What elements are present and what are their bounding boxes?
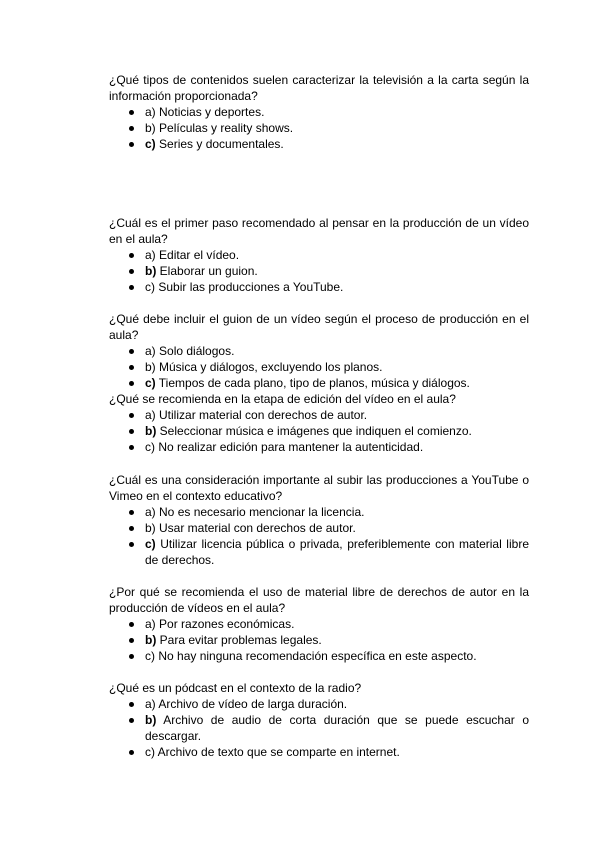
option-text: Para evitar problemas legales.: [159, 633, 322, 647]
option-item: [109, 536, 529, 568]
option-text: Editar el vídeo.: [159, 248, 240, 262]
option-letter: a): [145, 617, 156, 631]
option-item: [109, 375, 529, 391]
option-letter: b): [145, 713, 157, 727]
option-letter: a): [145, 248, 156, 262]
option-item: [109, 712, 529, 744]
option-text: Noticias y deportes.: [159, 105, 265, 119]
option-item: [109, 359, 529, 375]
option-list: [109, 343, 529, 391]
question-text: ¿Por qué se recomienda el uso de material libre de derechos de autor en la producción de vídeos en el aula?: [109, 585, 529, 615]
option-letter: b): [145, 264, 157, 278]
option-item: [109, 696, 529, 712]
option-text: Tiempos de cada plano, tipo de planos, música y diálogos.: [158, 376, 470, 390]
option-text: Solo diálogos.: [159, 344, 235, 358]
option-letter: b): [145, 360, 156, 374]
option-letter: a): [145, 697, 156, 711]
option-item: [109, 407, 529, 423]
option-letter: c): [145, 745, 155, 759]
option-text: Utilizar material con derechos de autor.: [159, 408, 368, 422]
option-text: Archivo de audio de corta duración que se puede escuchar o descargar.: [145, 713, 529, 743]
option-letter: a): [145, 505, 156, 519]
option-text: Series y documentales.: [159, 137, 284, 151]
option-item: [109, 343, 529, 359]
option-item: [109, 616, 529, 632]
question-text: ¿Cuál es una consideración importante al subir las producciones a YouTube o Vimeo en el contexto educativo?: [109, 473, 529, 503]
option-text: Archivo de texto que se comparte en internet.: [157, 745, 400, 759]
question-text: ¿Cuál es el primer paso recomendado al pensar en la producción de un vídeo en el aula?: [109, 216, 529, 246]
option-text: Seleccionar música e imágenes que indiquen el comienzo.: [159, 424, 472, 438]
option-text: Archivo de vídeo de larga duración.: [158, 697, 348, 711]
option-text: Usar material con derechos de autor.: [159, 521, 356, 535]
option-letter: c): [145, 440, 155, 454]
option-text: Subir las producciones a YouTube.: [158, 280, 344, 294]
option-letter: a): [145, 105, 156, 119]
option-letter: b): [145, 521, 156, 535]
option-text: Por razones económicas.: [159, 617, 295, 631]
option-text: Música y diálogos, excluyendo los planos.: [159, 360, 383, 374]
option-item: [109, 520, 529, 536]
option-item: [109, 423, 529, 439]
option-letter: a): [145, 408, 156, 422]
question-text: ¿Qué debe incluir el guion de un vídeo según el proceso de producción en el aula?: [109, 312, 529, 342]
option-letter: b): [145, 424, 157, 438]
option-list: [109, 696, 529, 760]
option-item: [109, 648, 529, 664]
question-text: ¿Qué se recomienda en la etapa de edición del vídeo en el aula?: [109, 392, 456, 406]
option-letter: c): [145, 537, 156, 551]
option-text: Películas y reality shows.: [159, 121, 294, 135]
option-letter: b): [145, 121, 156, 135]
option-text: No es necesario mencionar la licencia.: [159, 505, 365, 519]
question-text: ¿Qué tipos de contenidos suelen caracterizar la televisión a la carta según la información proporcionada?: [109, 73, 529, 103]
option-text: Utilizar licencia pública o privada, preferiblemente con material libre de derechos.: [145, 537, 529, 567]
option-letter: c): [145, 649, 155, 663]
option-item: [109, 504, 529, 520]
option-letter: a): [145, 344, 156, 358]
option-list: [109, 104, 529, 152]
option-item: [109, 263, 529, 279]
option-text: Elaborar un guion.: [159, 264, 258, 278]
option-text: No hay ninguna recomendación específica en este aspecto.: [158, 649, 477, 663]
option-item: [109, 120, 529, 136]
option-item: [109, 744, 529, 760]
option-item: [109, 136, 529, 152]
option-item: [109, 439, 529, 455]
option-item: [109, 104, 529, 120]
option-item: [109, 247, 529, 263]
option-letter: c): [145, 280, 155, 294]
option-letter: b): [145, 633, 157, 647]
option-letter: c): [145, 376, 156, 390]
option-list: [109, 407, 529, 455]
question-text: ¿Qué es un pódcast en el contexto de la radio?: [109, 681, 362, 695]
option-text: No realizar edición para mantener la autenticidad.: [158, 440, 424, 454]
option-list: [109, 616, 529, 664]
option-list: [109, 504, 529, 568]
option-letter: c): [145, 137, 156, 151]
option-item: [109, 279, 529, 295]
option-item: [109, 632, 529, 648]
option-list: [109, 247, 529, 295]
